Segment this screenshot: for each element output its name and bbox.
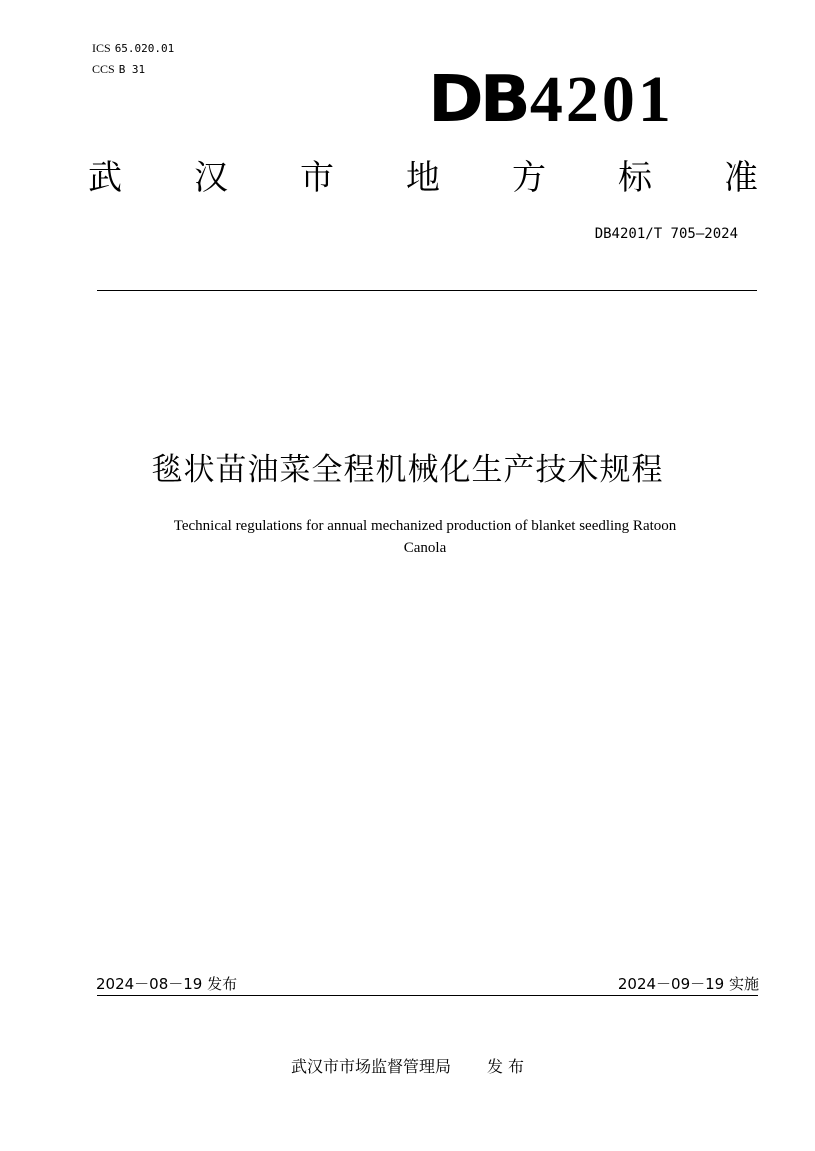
document-title-chinese: 毯状苗油菜全程机械化生产技术规程 [151,452,664,488]
standard-type-char: 地 [406,158,440,198]
bottom-divider [97,995,758,996]
standard-type-char: 市 [300,158,334,198]
db-logo [428,63,674,137]
top-divider [97,290,757,291]
db-logo-number: 4201 [529,63,674,136]
ccs-value: B 31 [118,63,146,76]
ccs-label: CCS [92,62,115,76]
classification-codes [92,38,174,80]
standard-type-heading [88,158,758,198]
standard-type-char: 汉 [194,158,228,198]
issuer-action: 发 布 [486,1057,525,1076]
db-logo-letters: DB [428,63,527,137]
english-title-line-2: Canola [403,540,447,556]
standard-number: DB4201/T 705—2024 [594,226,738,242]
implementation-date: 2024－09－19 实施 [617,975,759,993]
document-title-english [90,515,760,559]
english-title-line-1: Technical regulations for annual mechanized production of blanket seedling Ratoon [173,518,677,534]
issuing-authority [0,1054,815,1077]
issue-date: 2024－08－19 发布 [96,975,238,993]
ics-label: ICS [92,41,111,55]
ics-value: 65.020.01 [114,42,175,55]
ics-line [92,38,174,59]
standard-type-char: 标 [618,158,652,198]
issuer-name: 武汉市市场监督管理局 [290,1057,451,1076]
ccs-line [92,59,174,80]
standard-type-char: 方 [512,158,546,198]
standard-type-char: 准 [724,158,758,198]
standard-type-char: 武 [88,158,122,198]
